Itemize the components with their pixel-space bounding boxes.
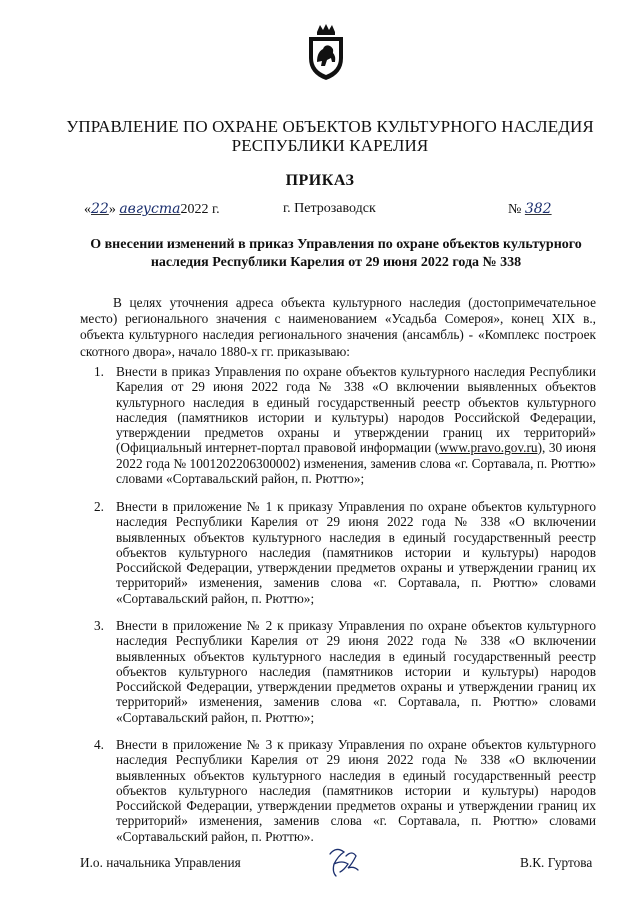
item-text-part: ), 30 июня 2022 года № 1001202206300002) изменения, заменив слова «г. Сортавала, п. Рюттю» словами «Сортавальский район, п. Рюттю»; <box>116 440 596 487</box>
handwritten-signature <box>322 842 364 882</box>
organization-line-2: РЕСПУБЛИКИ КАРЕЛИЯ <box>231 136 429 155</box>
item-text: Внести в приложение № 1 к приказу Управления по охране объектов культурного наследия Республики Карелия от 29 июня 2022 года № 338 «О включении выявленных объектов культурного наследия в единый государственный реестр объектов культурного наследия (памятников истории и культуры) народов Российской Федерации, утверждении предметов охраны и утверждении границ их территорий» изменения, заменив слова «г. Сортавала, п. Рюттю» словами «Сортавальский район, п. Рюттю»; <box>116 499 596 606</box>
date-month: августа <box>119 201 181 217</box>
document-heading <box>70 236 602 272</box>
item-text: Внести в приложение № 3 к приказу Управления по охране объектов культурного наследия Республики Карелия от 29 июня 2022 года № 338 «О включении выявленных объектов культурного наследия в единый государственный реестр объектов культурного наследия (памятников истории и культуры) народов Российской Федерации, утверждении предметов охраны и утверждении границ их территорий» изменения, заменив слова «г. Сортавала, п. Рюттю» словами «Сортавальский район, п. Рюттю». <box>116 737 596 844</box>
organization-line-1: УПРАВЛЕНИЕ ПО ОХРАНЕ ОБЪЕКТОВ КУЛЬТУРНОГО НАСЛЕДИЯ <box>66 117 594 136</box>
heading-line-1: О внесении изменений в приказ Управления по охране объектов культурного <box>90 237 582 252</box>
date-open-quote: « <box>84 202 91 217</box>
heading-line-2: наследия Республики Карелия от 29 июня 2022 года № 338 <box>150 255 522 270</box>
coat-of-arms-emblem <box>305 22 347 82</box>
item-text: Внести в приложение № 2 к приказу Управления по охране объектов культурного наследия Республики Карелия от 29 июня 2022 года № 338 «О включении выявленных объектов культурного наследия в единый государственный реестр объектов культурного наследия (памятников истории и культуры) народов Российской Федерации, утверждении предметов охраны и утверждении границ их территорий» изменения, заменив слова «г. Сортавала, п. Рюттю» словами «Сортавальский район, п. Рюттю»; <box>116 618 596 725</box>
city: г. Петрозаводск <box>283 201 376 216</box>
date-year: 2022 г. <box>180 202 220 217</box>
intro-paragraph: В целях уточнения адреса объекта культурного наследия (достопримечательное место) регионального значения с наименованием «Усадьба Сомероя», конец XIX в., объекта культурного наследия регионального значения (ансамбль) - «Комплекс построек скотного двора», начало 1880-х гг. приказываю: <box>80 295 596 359</box>
date-close-quote: » <box>108 202 116 217</box>
item-number: 4. <box>94 737 104 752</box>
order-number-label: № <box>508 202 522 217</box>
item-text-part: Внести в приказ Управления по охране объектов культурного наследия Республики Карелия от 29 июня 2022 года № 338 «О включении выявленных объектов культурного наследия в единый государственный реестр объектов культурного наследия (памятников истории и культуры) народов Российской Федерации, утверждении предметов охраны и утверждении границ их территорий» (Официальный интернет-портал правовой информации ( <box>116 364 596 456</box>
order-number <box>508 201 552 218</box>
date-day: 22 <box>91 201 109 217</box>
organization-name <box>60 117 600 155</box>
pravo-link[interactable]: www.pravo.gov.ru <box>439 440 538 456</box>
order-number-value: 382 <box>524 201 552 217</box>
signatory-name: В.К. Гуртова <box>520 855 593 870</box>
item-number: 2. <box>94 499 104 514</box>
item-text <box>116 364 596 486</box>
signatory-position: И.о. начальника Управления <box>80 855 241 870</box>
item-number: 1. <box>94 364 104 379</box>
item-number: 3. <box>94 618 104 633</box>
document-type-title: ПРИКАЗ <box>285 172 355 189</box>
order-date <box>84 201 220 218</box>
